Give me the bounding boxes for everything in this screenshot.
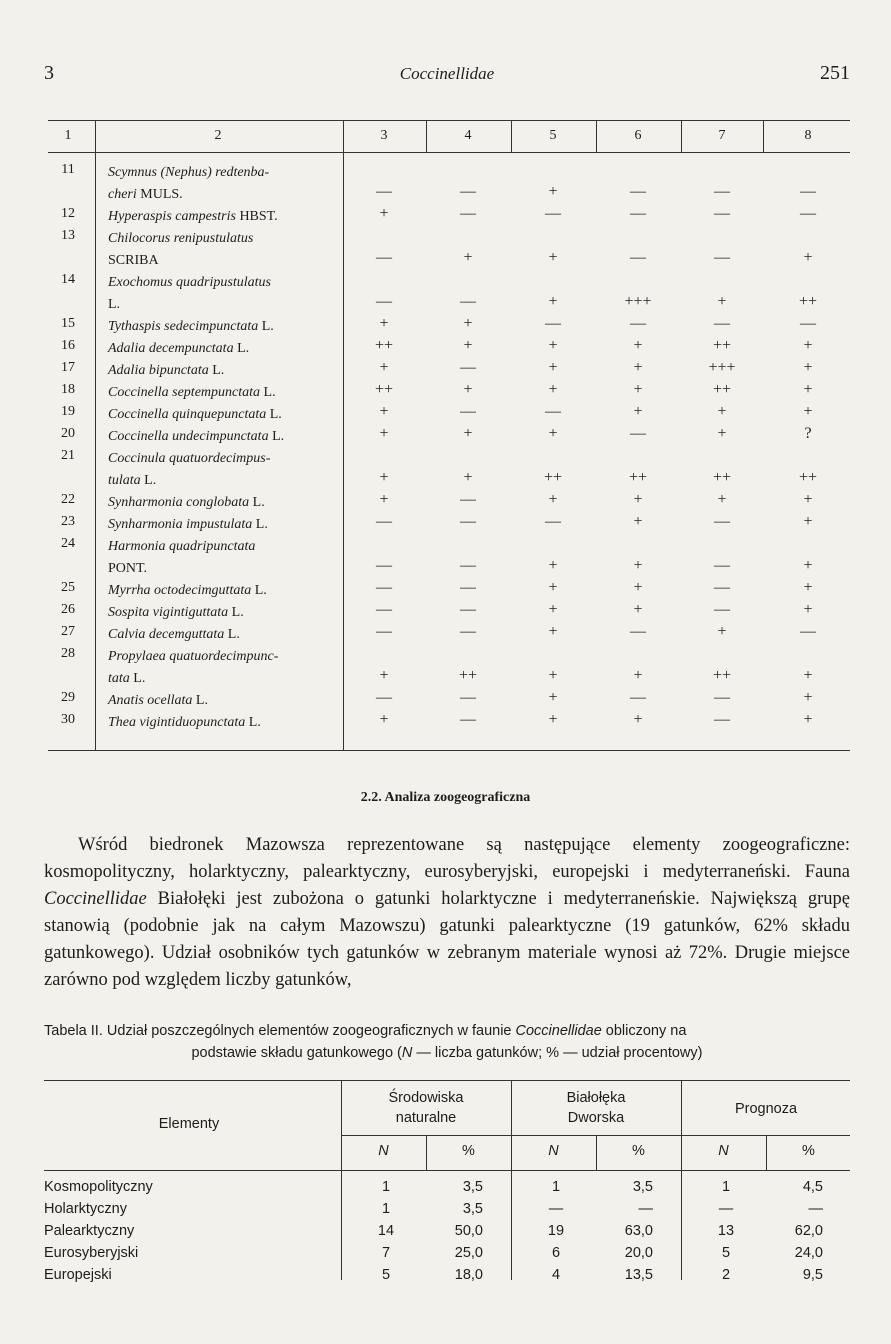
presence-mark: + <box>379 425 389 442</box>
table2-value: 13,5 <box>624 1267 653 1283</box>
presence-mark: — <box>630 205 646 222</box>
row-number: 26 <box>61 602 75 617</box>
table1-header-cell: 6 <box>634 128 642 143</box>
species-author: L. <box>252 517 268 532</box>
species-author: L. <box>108 297 121 312</box>
presence-mark: — <box>630 315 646 332</box>
table1-column-divider <box>763 120 764 152</box>
table2-value: 25,0 <box>454 1245 483 1261</box>
presence-mark: — <box>800 623 816 640</box>
col-header-group-line: Białołęka <box>566 1090 626 1106</box>
presence-mark: + <box>548 249 558 266</box>
species-name-text: Adalia bipunctata <box>108 363 209 378</box>
species-author: SCRIBA <box>108 253 159 268</box>
species-author: L. <box>249 495 265 510</box>
element-label: Holarktyczny <box>44 1201 127 1217</box>
presence-mark: +++ <box>708 359 736 376</box>
row-number: 30 <box>61 712 75 727</box>
table2-value: 14 <box>377 1223 395 1239</box>
presence-mark: — <box>800 315 816 332</box>
table2-caption <box>44 1020 850 1064</box>
table1-row <box>48 448 850 492</box>
presence-mark: ++ <box>798 469 818 486</box>
col-header-group <box>511 1088 681 1128</box>
species-author: L. <box>228 605 244 620</box>
table2-value: 1 <box>381 1201 391 1217</box>
presence-mark: + <box>803 689 813 706</box>
row-number: 15 <box>61 316 75 331</box>
presence-mark: + <box>379 491 389 508</box>
species-name-text: tata <box>108 671 130 686</box>
species-author: L. <box>251 583 267 598</box>
species-name-line <box>108 448 388 470</box>
presence-mark: + <box>379 469 389 486</box>
caption-italic-taxon: Coccinellidae <box>515 1023 602 1039</box>
table2-value: 18,0 <box>454 1267 483 1283</box>
species-author: L. <box>258 319 274 334</box>
presence-mark: — <box>630 689 646 706</box>
species-name-text: Coccinella septempunctata <box>108 385 261 400</box>
presence-mark: + <box>548 601 558 618</box>
element-label: Kosmopolityczny <box>44 1179 153 1195</box>
presence-mark: — <box>714 579 730 596</box>
presence-mark: — <box>376 293 392 310</box>
presence-mark: — <box>376 513 392 530</box>
presence-mark: + <box>379 711 389 728</box>
presence-mark: — <box>714 183 730 200</box>
presence-mark: + <box>463 381 473 398</box>
col-header-group <box>341 1088 511 1128</box>
row-number: 14 <box>61 272 75 287</box>
presence-mark: + <box>803 381 813 398</box>
paragraph-italic-taxon: Coccinellidae <box>44 889 147 909</box>
presence-mark: + <box>379 403 389 420</box>
presence-mark: + <box>803 579 813 596</box>
presence-mark: + <box>803 557 813 574</box>
presence-mark: + <box>803 513 813 530</box>
row-number: 11 <box>61 162 75 177</box>
table1-row <box>48 690 850 712</box>
col-header-group-line: Prognoza <box>734 1101 798 1117</box>
col-subheader: % <box>462 1143 475 1159</box>
presence-mark: — <box>630 249 646 266</box>
table1-row <box>48 360 850 382</box>
row-number: 18 <box>61 382 75 397</box>
presence-mark: ++ <box>628 469 648 486</box>
table1-row <box>48 536 850 580</box>
species-name-line <box>108 536 388 558</box>
presence-mark: + <box>463 425 473 442</box>
presence-mark: + <box>548 381 558 398</box>
presence-mark: + <box>633 381 643 398</box>
presence-mark: + <box>463 249 473 266</box>
species-name-line <box>108 272 388 294</box>
species-name-text: Chilocorus renipustulatus <box>108 231 254 246</box>
table1-bottom-rule <box>48 750 850 751</box>
species-author: PONT. <box>108 561 148 576</box>
presence-mark: — <box>376 249 392 266</box>
col-subheader: N <box>548 1143 559 1159</box>
species-name-text: Sospita vigintiguttata <box>108 605 229 620</box>
presence-mark: + <box>633 601 643 618</box>
table2-value: 19 <box>547 1223 565 1239</box>
table2-value: 5 <box>721 1245 731 1261</box>
species-name-text: tulata <box>108 473 141 488</box>
table1-row <box>48 624 850 646</box>
col-subheader: N <box>378 1143 389 1159</box>
table1-row <box>48 382 850 404</box>
col-header-group <box>681 1099 851 1119</box>
species-name-text: Calvia decemguttata <box>108 627 225 642</box>
species-name-line <box>108 646 388 668</box>
species-name-line <box>108 162 388 184</box>
presence-mark: — <box>800 205 816 222</box>
presence-mark: + <box>379 667 389 684</box>
table1-row <box>48 492 850 514</box>
table2-value: 20,0 <box>624 1245 653 1261</box>
body-paragraph <box>44 832 850 994</box>
page-number: 251 <box>820 62 850 84</box>
table1-row <box>48 206 850 228</box>
table2-value: 13 <box>717 1223 735 1239</box>
table1-column-divider <box>681 120 682 152</box>
presence-mark: + <box>717 293 727 310</box>
presence-mark: + <box>463 469 473 486</box>
table1-header-cell: 4 <box>464 128 472 143</box>
presence-mark: + <box>803 491 813 508</box>
presence-mark: — <box>460 601 476 618</box>
presence-mark: — <box>460 557 476 574</box>
element-label: Europejski <box>44 1267 112 1283</box>
table2-value: — <box>808 1201 823 1217</box>
page-header <box>44 62 850 92</box>
species-name-text: Coccinella quinquepunctata <box>108 407 267 422</box>
row-number: 27 <box>61 624 75 639</box>
species-name-text: Hyperaspis campestris <box>108 209 236 224</box>
presence-mark: + <box>548 711 558 728</box>
presence-mark: — <box>630 425 646 442</box>
presence-mark: + <box>548 337 558 354</box>
species-name-text: Adalia decempunctata <box>108 341 234 356</box>
presence-mark: — <box>460 491 476 508</box>
presence-mark: ++ <box>458 667 478 684</box>
table1-row <box>48 580 850 602</box>
col-subheader: N <box>718 1143 729 1159</box>
species-name-text: Tythaspis sedecimpunctata <box>108 319 259 334</box>
col-subheader: % <box>632 1143 645 1159</box>
species-author: L. <box>224 627 240 642</box>
presence-mark: ++ <box>712 381 732 398</box>
left-page-mark: 3 <box>44 62 54 84</box>
table1-row <box>48 228 850 272</box>
col-header-group-line: Środowiska <box>388 1090 464 1106</box>
caption-line2-b: — liczba gatunków; % — udział procentowy) <box>412 1045 703 1061</box>
table1-row <box>48 272 850 316</box>
table2-value: 5 <box>381 1267 391 1283</box>
presence-mark: — <box>460 359 476 376</box>
presence-mark: + <box>803 337 813 354</box>
species-name-line <box>108 228 388 250</box>
presence-mark: + <box>548 579 558 596</box>
table2-top-rule <box>44 1080 850 1081</box>
species-author: L. <box>260 385 276 400</box>
running-title: Coccinellidae <box>399 64 495 83</box>
table1-row <box>48 426 850 448</box>
species-author: L. <box>140 473 157 488</box>
table1-header-cell: 8 <box>804 128 812 143</box>
presence-mark: — <box>545 403 561 420</box>
table2-value: 24,0 <box>794 1245 823 1261</box>
species-name-text: cheri <box>108 187 137 202</box>
presence-mark: ++ <box>374 337 394 354</box>
table2-value: 63,0 <box>624 1223 653 1239</box>
table1-row <box>48 712 850 734</box>
col-subheader: % <box>802 1143 815 1159</box>
presence-mark: + <box>633 667 643 684</box>
table1-header-cell: 5 <box>549 128 557 143</box>
caption-n: N <box>401 1045 413 1061</box>
presence-mark: + <box>379 315 389 332</box>
presence-mark: + <box>548 359 558 376</box>
presence-mark: + <box>548 689 558 706</box>
presence-mark: ++ <box>712 667 732 684</box>
presence-mark: + <box>548 667 558 684</box>
presence-mark: + <box>633 557 643 574</box>
species-author: L. <box>268 429 285 444</box>
presence-mark: — <box>460 183 476 200</box>
presence-mark: +++ <box>624 293 652 310</box>
table1-header-cell: 1 <box>64 128 72 143</box>
row-number: 21 <box>61 448 75 463</box>
presence-mark: + <box>633 337 643 354</box>
presence-mark: — <box>714 689 730 706</box>
presence-mark: — <box>460 513 476 530</box>
table2-value: 3,5 <box>462 1201 483 1217</box>
species-name-text: Thea vigintiduopunctata <box>108 715 246 730</box>
table2-value: 9,5 <box>802 1267 823 1283</box>
presence-mark: — <box>800 183 816 200</box>
table2-header-rule <box>44 1170 850 1171</box>
presence-mark: — <box>714 557 730 574</box>
presence-mark: ++ <box>374 381 394 398</box>
presence-mark: — <box>460 579 476 596</box>
table2-value: 4,5 <box>802 1179 823 1195</box>
presence-mark: ? <box>804 425 812 442</box>
table2-value: 50,0 <box>454 1223 483 1239</box>
presence-mark: ++ <box>798 293 818 310</box>
presence-mark: — <box>460 623 476 640</box>
presence-mark: — <box>376 623 392 640</box>
presence-mark: + <box>548 557 558 574</box>
presence-mark: + <box>633 579 643 596</box>
presence-mark: + <box>463 337 473 354</box>
table2-value: 2 <box>721 1267 731 1283</box>
species-author: L. <box>192 693 208 708</box>
species-author: L. <box>245 715 261 730</box>
table2-value: 7 <box>381 1245 391 1261</box>
row-number: 20 <box>61 426 75 441</box>
table2-value: 62,0 <box>794 1223 823 1239</box>
table2-value: 1 <box>381 1179 391 1195</box>
presence-mark: + <box>717 491 727 508</box>
row-number: 13 <box>61 228 75 243</box>
paragraph-text-1: Wśród biedronek Mazowsza reprezentowane są następujące elementy zoogeograficzne: kosmopolityczny, holarktyczny, palearktyczny, eurosyberyjski, europejski i medyterraneński. Fauna <box>44 835 850 882</box>
presence-mark: + <box>803 249 813 266</box>
species-name-text: Coccinella undecimpunctata <box>108 429 269 444</box>
table2-value: 4 <box>551 1267 561 1283</box>
species-name-text: Exochomus quadripustulatus <box>108 275 271 290</box>
presence-mark: + <box>633 359 643 376</box>
presence-mark: + <box>548 293 558 310</box>
presence-mark: + <box>548 491 558 508</box>
presence-mark: — <box>376 557 392 574</box>
presence-mark: — <box>460 293 476 310</box>
table1-header-cell: 2 <box>214 128 222 143</box>
species-name-text: Harmonia quadripunctata <box>108 539 256 554</box>
row-number: 19 <box>61 404 75 419</box>
presence-mark: — <box>376 601 392 618</box>
table2-value: 3,5 <box>462 1179 483 1195</box>
section-title: 2.2. Analiza zoogeograficzna <box>360 790 531 805</box>
species-author: MULS. <box>136 187 183 202</box>
col-header-group-line: Dworska <box>567 1110 625 1126</box>
table2-value: 1 <box>721 1179 731 1195</box>
presence-mark: — <box>714 249 730 266</box>
presence-mark: — <box>460 689 476 706</box>
species-name-text: Coccinula quatuordecimpus- <box>108 451 271 466</box>
species-name-text: Synharmonia impustulata <box>108 517 253 532</box>
row-number: 23 <box>61 514 75 529</box>
element-label: Palearktyczny <box>44 1223 135 1239</box>
presence-mark: + <box>633 711 643 728</box>
table2-value: — <box>638 1201 653 1217</box>
species-author: L. <box>266 407 282 422</box>
presence-mark: + <box>803 601 813 618</box>
element-label: Eurosyberyjski <box>44 1245 139 1261</box>
table1-header-cell: 7 <box>718 128 726 143</box>
table2-value: — <box>718 1201 734 1217</box>
caption-mid: obliczony na <box>601 1023 687 1039</box>
table2-value: 1 <box>551 1179 561 1195</box>
table1-row <box>48 316 850 338</box>
paragraph-text-2: Białołęki jest zubożona o gatunki holarktyczne i medyterraneńskie. Największą grupę stanowią (podobnie jak na całym Mazowszu) gatunki palearktyczne (19 gatunków, 62% składu gatunkowego). Udział osobników tych gatunków w zebranym materiale wynosi aż 72%. Drugie miejsce zarówno pod względem liczby gatunków, <box>44 889 850 990</box>
col-header-group-line: naturalne <box>395 1110 457 1126</box>
presence-mark: + <box>633 403 643 420</box>
col-header-elementy: Elementy <box>158 1116 220 1132</box>
presence-mark: — <box>630 623 646 640</box>
row-number: 28 <box>61 646 75 661</box>
table1-column-divider <box>596 120 597 152</box>
presence-mark: — <box>545 205 561 222</box>
table1-row <box>48 162 850 206</box>
presence-mark: + <box>548 425 558 442</box>
row-number: 16 <box>61 338 75 353</box>
species-author: L. <box>233 341 250 356</box>
presence-mark: + <box>548 183 558 200</box>
row-number: 12 <box>61 206 75 221</box>
table1-header-cell: 3 <box>380 128 388 143</box>
presence-mark: ++ <box>712 337 732 354</box>
presence-mark: — <box>714 601 730 618</box>
species-name-text: Anatis ocellata <box>108 693 193 708</box>
presence-mark: — <box>714 711 730 728</box>
presence-mark: — <box>545 315 561 332</box>
species-author: HBST. <box>235 209 278 224</box>
row-number: 25 <box>61 580 75 595</box>
presence-mark: + <box>717 403 727 420</box>
caption-line2-a: podstawie składu gatunkowego ( <box>191 1045 402 1061</box>
presence-mark: + <box>717 425 727 442</box>
presence-mark: ++ <box>543 469 563 486</box>
presence-mark: — <box>460 711 476 728</box>
row-number: 17 <box>61 360 75 375</box>
species-name-text: Scymnus (Nephus) redtenba- <box>108 165 270 180</box>
species-name-text: Propylaea quatuordecimpunc- <box>108 649 279 664</box>
presence-mark: — <box>545 513 561 530</box>
presence-mark: — <box>714 205 730 222</box>
species-name-text: Synharmonia conglobata <box>108 495 250 510</box>
table1-row <box>48 404 850 426</box>
presence-mark: — <box>630 183 646 200</box>
species-name-text: Myrrha octodecimguttata <box>108 583 252 598</box>
presence-mark: — <box>714 315 730 332</box>
table1-top-rule <box>48 120 850 121</box>
presence-mark: + <box>463 315 473 332</box>
presence-mark: + <box>633 513 643 530</box>
species-author: L. <box>208 363 225 378</box>
table1-row <box>48 602 850 624</box>
presence-mark: + <box>548 623 558 640</box>
presence-mark: — <box>460 205 476 222</box>
row-number: 29 <box>61 690 75 705</box>
presence-mark: + <box>633 491 643 508</box>
table1-column-divider <box>426 120 427 152</box>
table1-row <box>48 646 850 690</box>
row-number: 22 <box>61 492 75 507</box>
presence-mark: — <box>460 403 476 420</box>
presence-mark: — <box>376 183 392 200</box>
species-author: L. <box>129 671 146 686</box>
presence-mark: — <box>714 513 730 530</box>
presence-mark: + <box>379 359 389 376</box>
presence-mark: ++ <box>712 469 732 486</box>
presence-mark: — <box>376 689 392 706</box>
table1-row <box>48 338 850 360</box>
table2-value: — <box>548 1201 564 1217</box>
presence-mark: + <box>803 403 813 420</box>
presence-mark: — <box>376 579 392 596</box>
presence-mark: + <box>803 667 813 684</box>
presence-mark: + <box>717 623 727 640</box>
presence-mark: + <box>379 205 389 222</box>
presence-mark: + <box>803 359 813 376</box>
table1-header-rule <box>48 152 850 153</box>
zoogeography-table <box>44 1080 850 1310</box>
table2-value: 6 <box>551 1245 561 1261</box>
table2-value: 3,5 <box>632 1179 653 1195</box>
row-number: 24 <box>61 536 75 551</box>
caption-prefix: Tabela II. Udział poszczególnych elementów zoogeograficznych w faunie <box>44 1023 516 1039</box>
table1-column-divider <box>511 120 512 152</box>
presence-mark: + <box>803 711 813 728</box>
table1-row <box>48 514 850 536</box>
